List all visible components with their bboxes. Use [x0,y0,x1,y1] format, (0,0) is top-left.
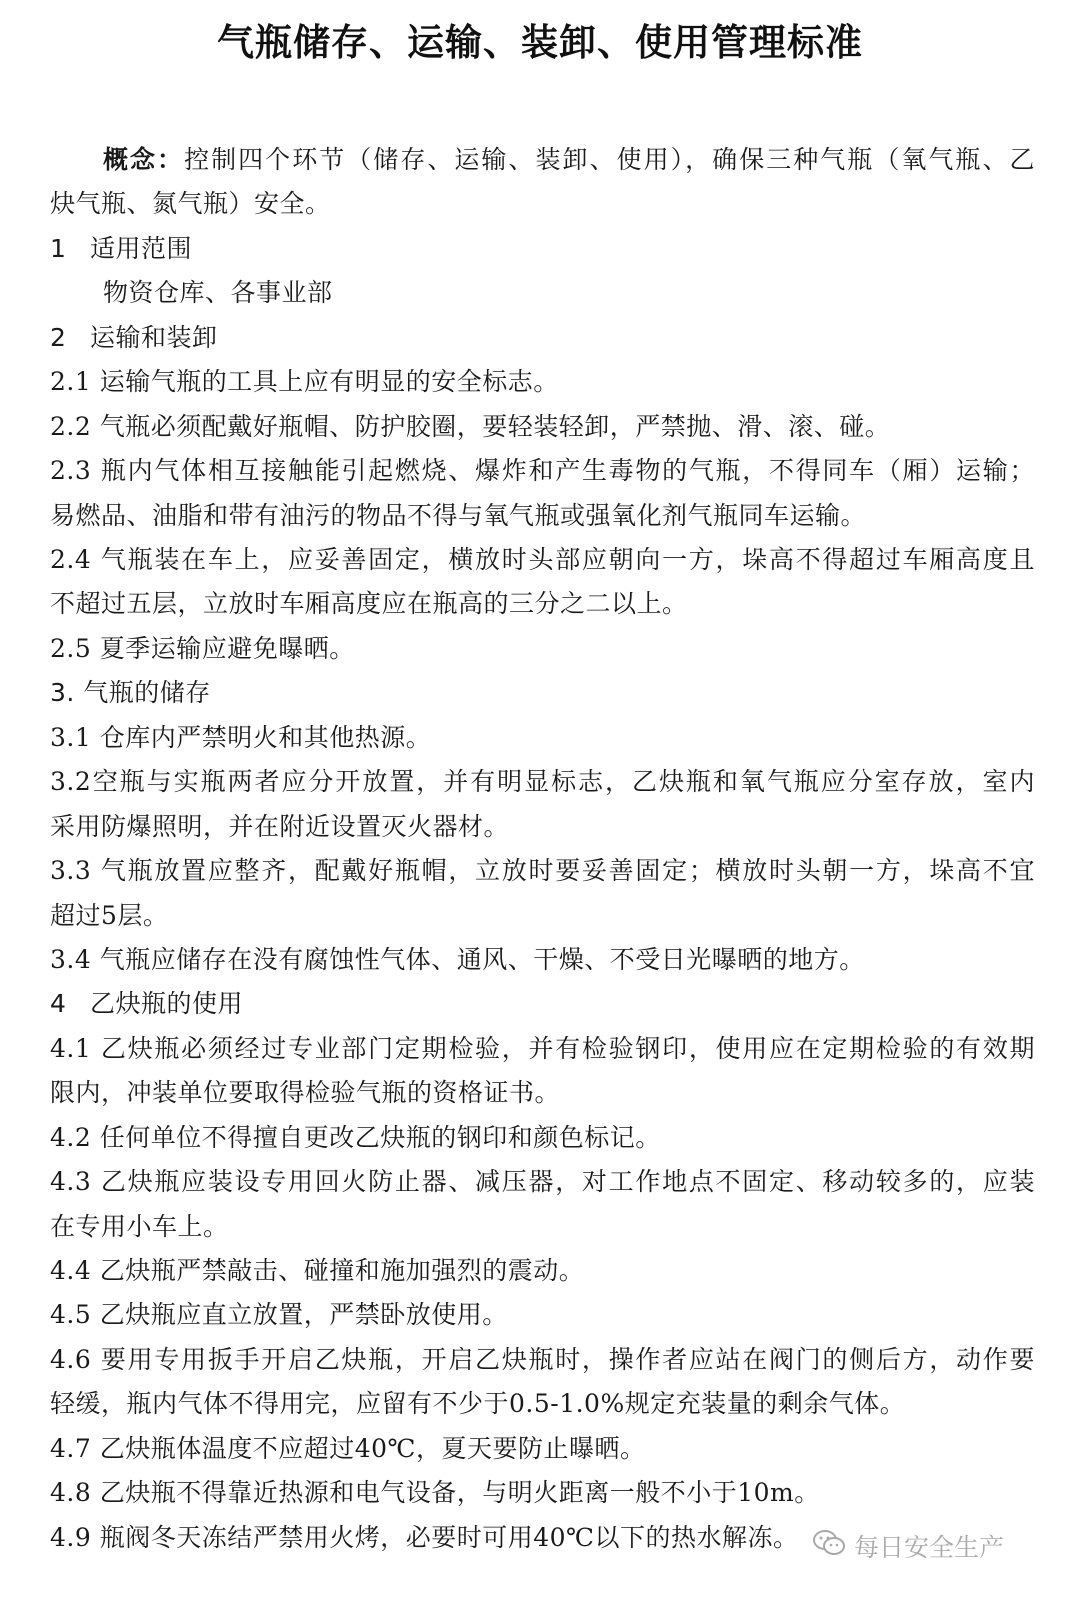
para-2-3-line-2: 易燃品、油脂和带有油污的物品不得与氧气瓶或强氧化剂气瓶同车运输。 [50,501,867,530]
para-3-2-line-2: 采用防爆照明，并在附近设置灭火器材。 [50,812,510,841]
para-4-1-line-1: 4.1 乙炔瓶必须经过专业部门定期检验，并有检验钢印，使用应在定期检验的有效期 [50,1034,1035,1063]
section-4-number: 4 [50,989,67,1018]
para-4-1-line-2: 限内，冲装单位要取得检验气瓶的资格证书。 [50,1078,561,1107]
para-2-5: 2.5 夏季运输应避免曝晒。 [50,634,355,663]
para-4-5: 4.5 乙炔瓶应直立放置，严禁卧放使用。 [50,1300,508,1329]
para-4-6-line-1: 4.6 要用专用扳手开启乙炔瓶，开启乙炔瓶时，操作者应站在阀门的侧后方，动作要 [50,1345,1035,1374]
section-1-heading [50,233,1035,265]
para-3-1: 3.1 仓库内严禁明火和其他热源。 [50,723,432,752]
section-1-title: 适用范围 [90,234,193,263]
concept-text-1: 控制四个环节（储存、运输、装卸、使用），确保三种气瓶（氧气瓶、乙 [184,145,1035,174]
para-3-3-line-2: 超过5层。 [50,901,169,930]
watermark-text: 每日安全生产 [854,1533,1005,1562]
para-3-2-line-1: 3.2空瓶与实瓶两者应分开放置，并有明显标志，乙炔瓶和氧气瓶应分室存放，室内 [50,767,1035,796]
para-2-1: 2.1 运输气瓶的工具上应有明显的安全标志。 [50,367,559,396]
para-4-8: 4.8 乙炔瓶不得靠近热源和电气设备，与明火距离一般不小于10m。 [50,1478,820,1507]
para-2-2: 2.2 气瓶必须配戴好瓶帽、防护胶圈，要轻装轻卸，严禁抛、滑、滚、碰。 [50,412,891,441]
para-3-3-line-1: 3.3 气瓶放置应整齐，配戴好瓶帽，立放时要妥善固定；横放时头朝一方，垛高不宜 [50,856,1035,885]
section-2-number: 2 [50,323,67,352]
page-title: 气瓶储存、运输、装卸、使用管理标准 [217,21,863,64]
concept-label: 概念： [103,145,185,174]
section-1-text: 物资仓库、各事业部 [103,278,333,307]
concept-line-2: 炔气瓶、氮气瓶）安全。 [50,189,331,218]
section-4-heading [50,988,1035,1020]
section-3-heading: 3. 气瓶的储存 [50,678,211,707]
para-2-4-line-2: 不超过五层，立放时车厢高度应在瓶高的三分之二以上。 [50,589,688,618]
para-4-2: 4.2 任何单位不得擅自更改乙炔瓶的钢印和颜色标记。 [50,1123,661,1152]
section-2-heading [50,322,1035,354]
watermark [812,1528,1004,1564]
para-2-4-line-1: 2.4 气瓶装在车上，应妥善固定，横放时头部应朝向一方，垛高不得超过车厢高度且 [50,545,1035,574]
wechat-icon [812,1528,846,1564]
section-4-title: 乙炔瓶的使用 [90,989,244,1018]
para-2-3-line-1: 2.3 瓶内气体相互接触能引起燃烧、爆炸和产生毒物的气瓶，不得同车（厢）运输； [50,456,1035,485]
para-4-4: 4.4 乙炔瓶严禁敲击、碰撞和施加强烈的震动。 [50,1256,585,1285]
para-4-7: 4.7 乙炔瓶体温度不应超过40℃，夏天要防止曝晒。 [50,1434,646,1463]
para-4-6-line-2: 轻缓，瓶内气体不得用完，应留有不少于0.5-1.0%规定充装量的剩余气体。 [50,1389,906,1418]
para-4-3-line-2: 在专用小车上。 [50,1212,229,1241]
concept-line-1 [103,144,1035,176]
para-4-9: 4.9 瓶阀冬天冻结严禁用火烤，必要时可用40℃以下的热水解冻。 [50,1523,799,1552]
section-1-number: 1 [50,234,67,263]
section-2-title: 运输和装卸 [90,323,218,352]
para-4-3-line-1: 4.3 乙炔瓶应装设专用回火防止器、减压器，对工作地点不固定、移动较多的，应装 [50,1167,1035,1196]
para-3-4: 3.4 气瓶应储存在没有腐蚀性气体、通风、干燥、不受日光曝晒的地方。 [50,945,865,974]
